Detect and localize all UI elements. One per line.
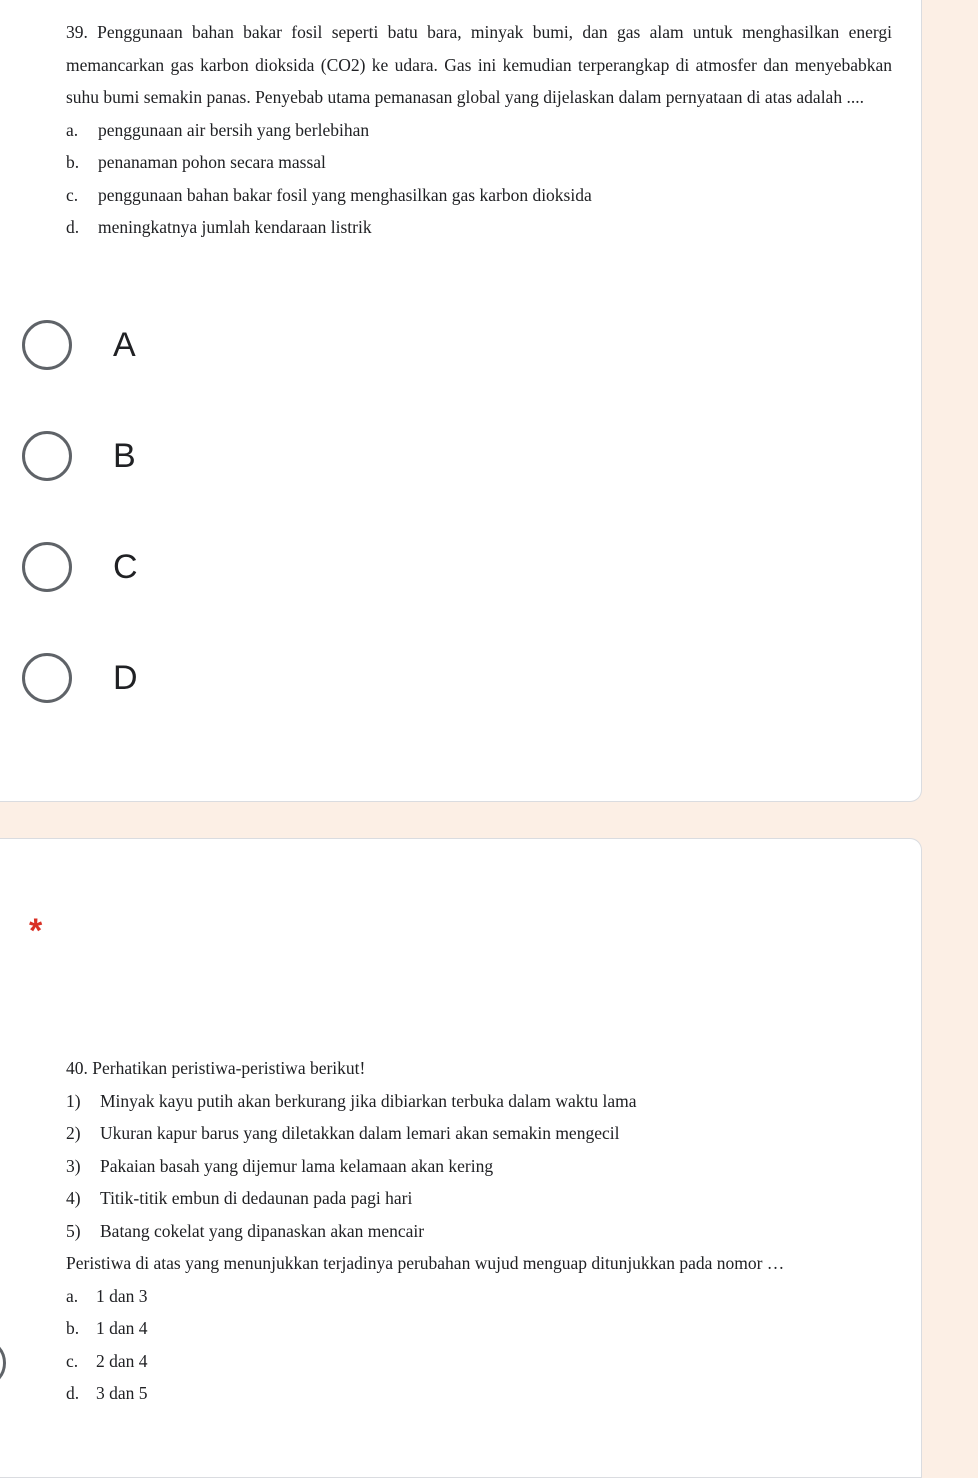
choice-b[interactable]: [22, 430, 136, 482]
statement-3: 3) Pakaian basah yang dijemur lama kelamaan akan kering: [66, 1155, 494, 1176]
choice-b-label: B: [113, 436, 136, 475]
question-39-option-d: d. meningkatnya jumlah kendaraan listrik: [66, 217, 372, 237]
choice-a-label: A: [113, 325, 136, 364]
question-40-option-b: b. 1 dan 4: [66, 1318, 148, 1338]
question-39-text: [66, 16, 892, 244]
required-asterisk-icon: *: [29, 912, 43, 950]
statement-2: 2) Ukuran kapur barus yang diletakkan dalam lemari akan semakin mengecil: [66, 1123, 620, 1143]
question-40-option-c: c. 2 dan 4: [66, 1350, 148, 1371]
radio-button-c[interactable]: [22, 542, 72, 592]
choice-c[interactable]: [22, 541, 138, 593]
question-39-option-b: b. penanaman pohon secara massal: [66, 152, 326, 172]
question-40-option-d: d. 3 dan 5: [66, 1383, 148, 1403]
statement-1: 1) Minyak kayu putih akan berkurang jika dibiarkan terbuka dalam waktu lama: [66, 1090, 637, 1111]
question-39-option-a: a. penggunaan air bersih yang berlebihan: [66, 119, 370, 140]
choice-c-label: C: [113, 547, 138, 586]
radio-button-b[interactable]: [22, 431, 72, 481]
choice-a[interactable]: [22, 319, 136, 371]
question-40-stem: 40. Perhatikan peristiwa-peristiwa berikut!: [66, 1058, 366, 1078]
question-40-prompt: Peristiwa di atas yang menunjukkan terjadinya perubahan wujud menguap ditunjukkan pada nomor …: [66, 1253, 785, 1273]
radio-button-d[interactable]: [22, 653, 72, 703]
choice-d-label: D: [113, 658, 138, 697]
question-40-text: [66, 1052, 892, 1410]
choice-d[interactable]: [22, 652, 138, 704]
question-39-option-c: c. penggunaan bahan bakar fosil yang menghasilkan gas karbon dioksida: [66, 184, 592, 205]
statement-4: 4) Titik-titik embun di dedaunan pada pagi hari: [66, 1188, 413, 1208]
question-40-option-a: a. 1 dan 3: [66, 1285, 148, 1306]
question-39-stem: 39. Penggunaan bahan bakar fosil seperti batu bara, minyak bumi, dan gas alam untuk menghasilkan energi memancarkan gas karbon dioksida (CO2) ke udara. Gas ini kemudian terperangkap di atmosfer dan menyebabkan suhu bumi semakin panas. Penyebab utama pemanasan global yang dijelaskan dalam pernyataan di atas adalah ....: [66, 22, 892, 107]
statement-5: 5) Batang cokelat yang dipanaskan akan mencair: [66, 1220, 425, 1241]
radio-button-a[interactable]: [22, 320, 72, 370]
